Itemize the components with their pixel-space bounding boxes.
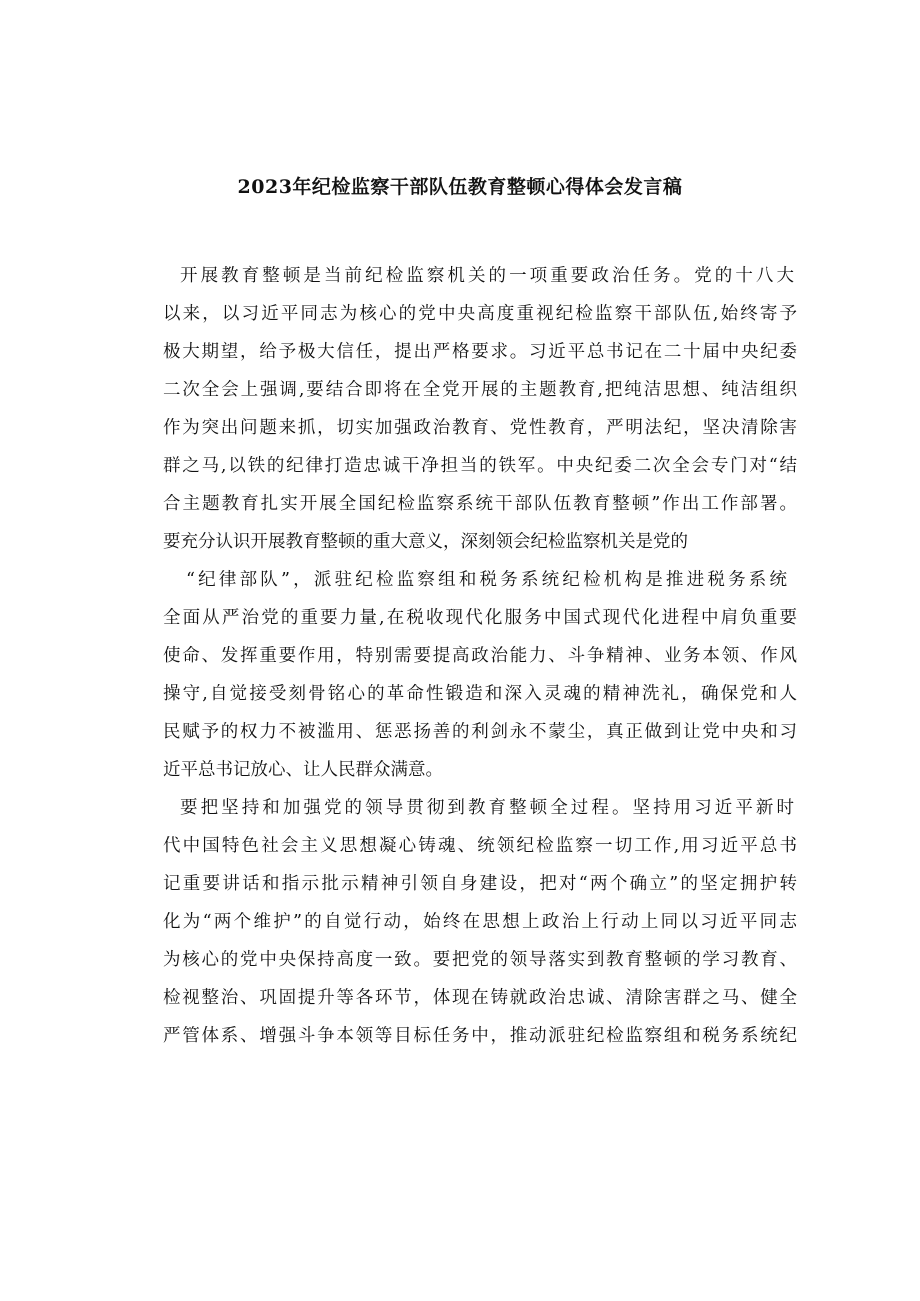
paragraph-3-line-1: 要把坚持和加强党的领导贯彻到教育整顿全过程。坚持用习近平新时	[180, 798, 794, 818]
paragraph-2-line-1: “纪律部队”，派驻纪检监察组和税务系统纪检机构是推进税务系统	[186, 570, 787, 590]
paragraph-2-line-2: 全面从严治党的重要力量,在税收现代化服务中国式现代化进程中肩负重要	[163, 608, 797, 628]
paragraph-1-line-3: 极大期望，给予极大信任，提出严格要求。习近平总书记在二十届中央纪委	[163, 342, 797, 362]
paragraph-1-line-8: 要充分认识开展教育整顿的重大意义，深刻领会纪检监察机关是党的	[163, 532, 688, 552]
paragraph-1-line-2: 以来，以习近平同志为核心的党中央高度重视纪检监察干部队伍,始终寄予	[163, 304, 797, 324]
paragraph-2-line-3: 使命、发挥重要作用，特别需要提高政治能力、斗争精神、业务本领、作风	[163, 646, 797, 666]
paragraph-2-line-6: 近平总书记放心、让人民群众满意。	[163, 760, 443, 780]
paragraph-2-line-4: 操守,自觉接受刻骨铭心的革命性锻造和深入灵魂的精神洗礼，确保党和人	[163, 684, 797, 704]
paragraph-1-line-5: 作为突出问题来抓，切实加强政治教育、党性教育，严明法纪，坚决清除害	[163, 418, 797, 438]
paragraph-2-line-5: 民赋予的权力不被滥用、惩恶扬善的利剑永不蒙尘，真正做到让党中央和习	[163, 722, 797, 742]
paragraph-3-line-5: 为核心的党中央保持高度一致。要把党的领导落实到教育整顿的学习教育、	[163, 950, 797, 970]
paragraph-3-line-6: 检视整治、巩固提升等各环节，体现在铸就政治忠诚、清除害群之马、健全	[163, 988, 797, 1008]
paragraph-1-line-4: 二次全会上强调,要结合即将在全党开展的主题教育,把纯洁思想、纯洁组织	[163, 380, 797, 400]
paragraph-1-line-6: 群之马,以铁的纪律打造忠诚干净担当的铁军。中央纪委二次全会专门对“结	[163, 456, 797, 476]
document-title: 2023年纪检监察干部队伍教育整顿心得体会发言稿	[237, 176, 683, 198]
paragraph-3-line-4: 化为“两个维护”的自觉行动，始终在思想上政治上行动上同以习近平同志	[163, 912, 797, 932]
paragraph-3-line-3: 记重要讲话和指示批示精神引领自身建设，把对“两个确立”的坚定拥护转	[163, 874, 797, 894]
paragraph-1-line-1: 开展教育整顿是当前纪检监察机关的一项重要政治任务。党的十八大	[180, 266, 794, 286]
paragraph-3-line-7: 严管体系、增强斗争本领等目标任务中，推动派驻纪检监察组和税务系统纪	[163, 1026, 797, 1046]
paragraph-1-line-7: 合主题教育扎实开展全国纪检监察系统干部队伍教育整顿”作出工作部署。	[163, 494, 797, 514]
paragraph-3-line-2: 代中国特色社会主义思想凝心铸魂、统领纪检监察一切工作,用习近平总书	[163, 836, 797, 856]
